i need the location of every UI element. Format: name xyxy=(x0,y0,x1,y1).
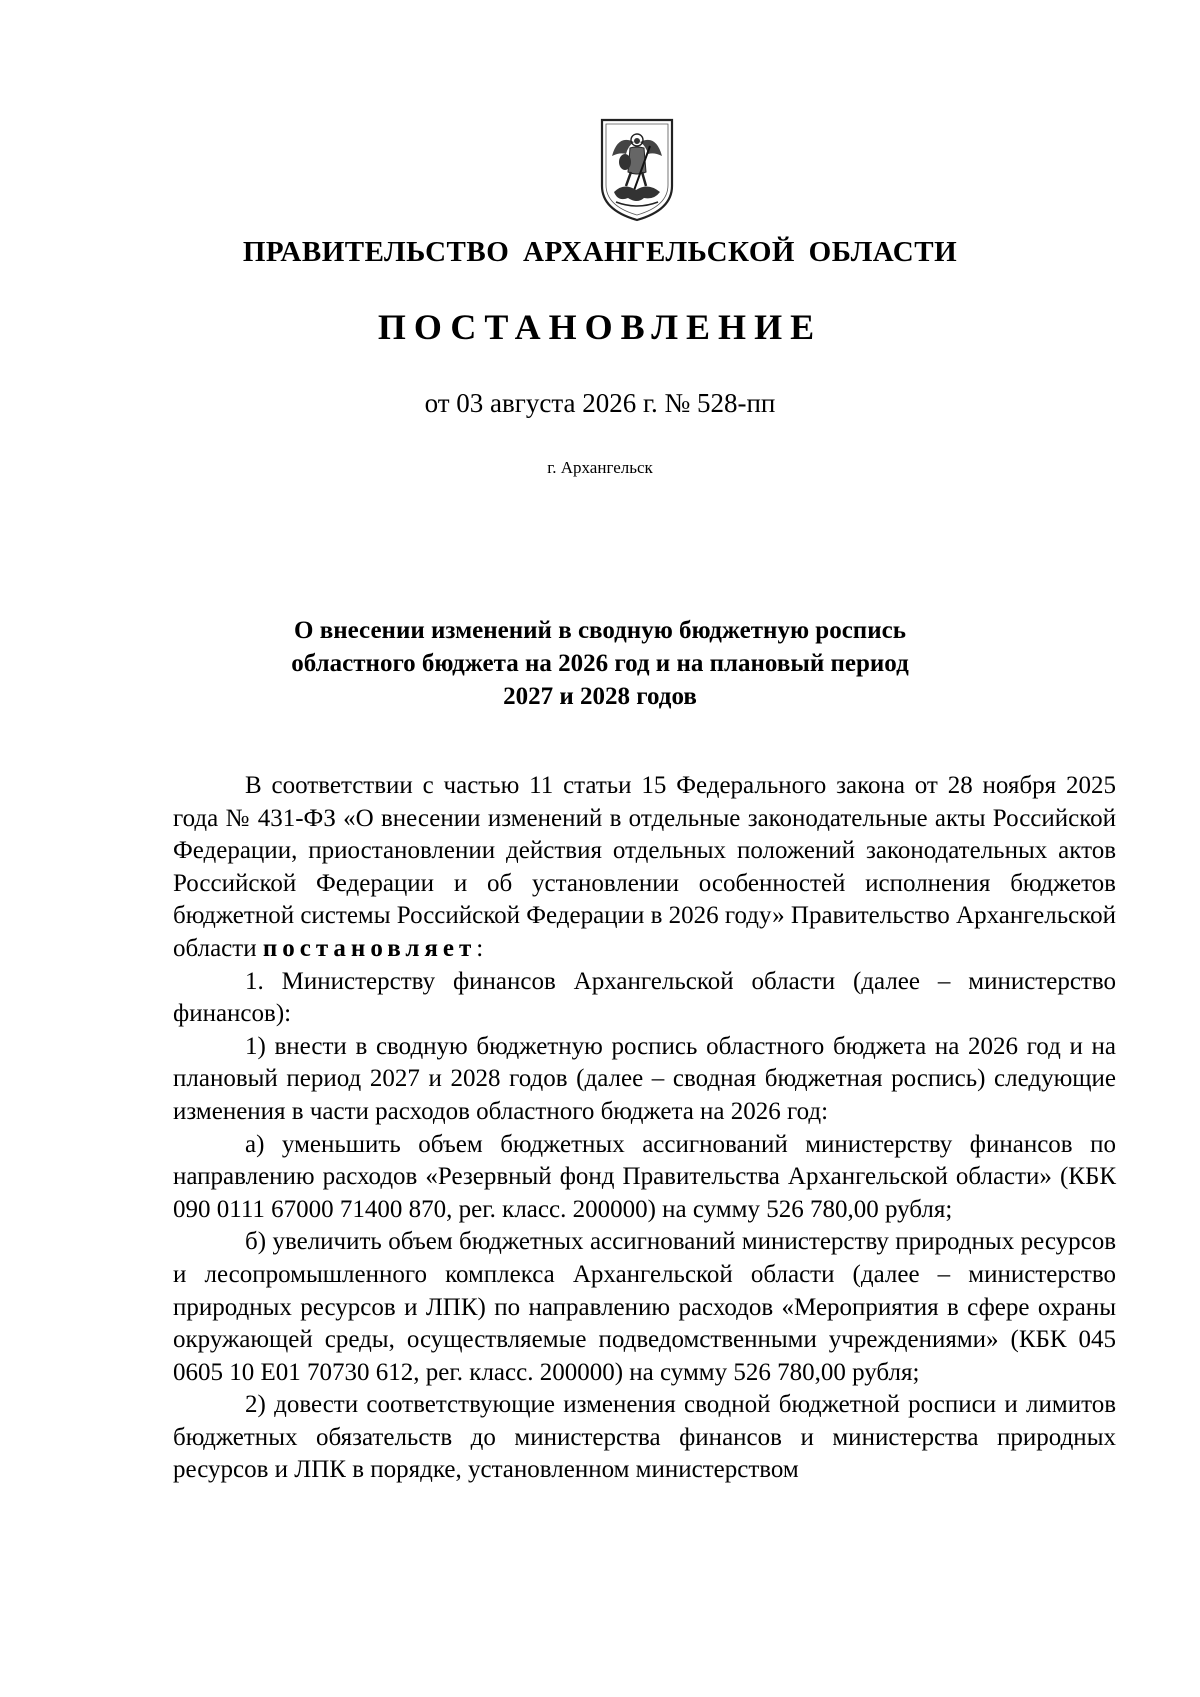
item-1-2-paragraph: 2) довести соответствующие изменения сводной бюджетной росписи и лимитов бюджетных обязательств до министерства финансов и министерства природных ресурсов и ЛПК в порядке, установленном министерством xyxy=(173,1391,1116,1484)
document-subject xyxy=(200,614,1000,713)
resolves-word: постановляет xyxy=(262,934,477,962)
item-1-1-b-paragraph: б) увеличить объем бюджетных ассигнований министерству природных ресурсов и лесопромышленного комплекса Архангельской области (далее – министерство природных ресурсов и ЛПК) по направлению расходов «Мероприятия в сфере охраны окружающей среды, осуществляемые подведомственными учреждениями» (КБК 045 0605 10 Е01 70730 612, рег. класс. 200000) на сумму 526 780,00 рубля; xyxy=(173,1228,1116,1386)
preamble-paragraph xyxy=(173,770,1116,966)
document-city: г. Архангельск xyxy=(547,458,653,477)
subject-line: 2027 и 2028 годов xyxy=(503,683,697,710)
subject-line: областного бюджета на 2026 год и на плановый период xyxy=(291,650,909,677)
item-1-paragraph: 1. Министерству финансов Архангельской области (далее – министерство финансов): xyxy=(173,967,1116,1028)
item-1-1-paragraph: 1) внести в сводную бюджетную роспись областного бюджета на 2026 год и на плановый период 2027 и 2028 годов (далее – сводная бюджетная роспись) следующие изменения в части расходов областного бюджета на 2026 год: xyxy=(173,1032,1116,1125)
document-body xyxy=(173,770,1116,1487)
item-1-1-a-paragraph: а) уменьшить объем бюджетных ассигнований министерству финансов по направлению расходов «Резервный фонд Правительства Архангельской области» (КБК 090 0111 67000 71400 870, рег. класс. 200000) на сумму 526 780,00 рубля; xyxy=(173,1130,1116,1223)
document-type: ПОСТАНОВЛЕНИЕ xyxy=(377,307,823,347)
arkhangelsk-coat-of-arms-icon xyxy=(598,116,676,224)
preamble-text: В соответствии с частью 11 статьи 15 Федерального закона от 28 ноября 2025 года № 431-ФЗ «О внесении изменений в отдельные законодательные акты Российской Федерации, приостановлении действия отдельных положений законодательных актов Российской Федерации и об установлении особенностей исполнения бюджетов бюджетной системы Российской Федерации в 2026 году» Правительство Архангельской области xyxy=(173,772,1116,962)
government-title: ПРАВИТЕЛЬСТВО АРХАНГЕЛЬСКОЙ ОБЛАСТИ xyxy=(242,236,958,268)
subject-line: О внесении изменений в сводную бюджетную роспись xyxy=(294,617,906,644)
resolves-colon: : xyxy=(476,934,484,962)
document-date-number: от 03 августа 2026 г. № 528-пп xyxy=(424,388,776,418)
